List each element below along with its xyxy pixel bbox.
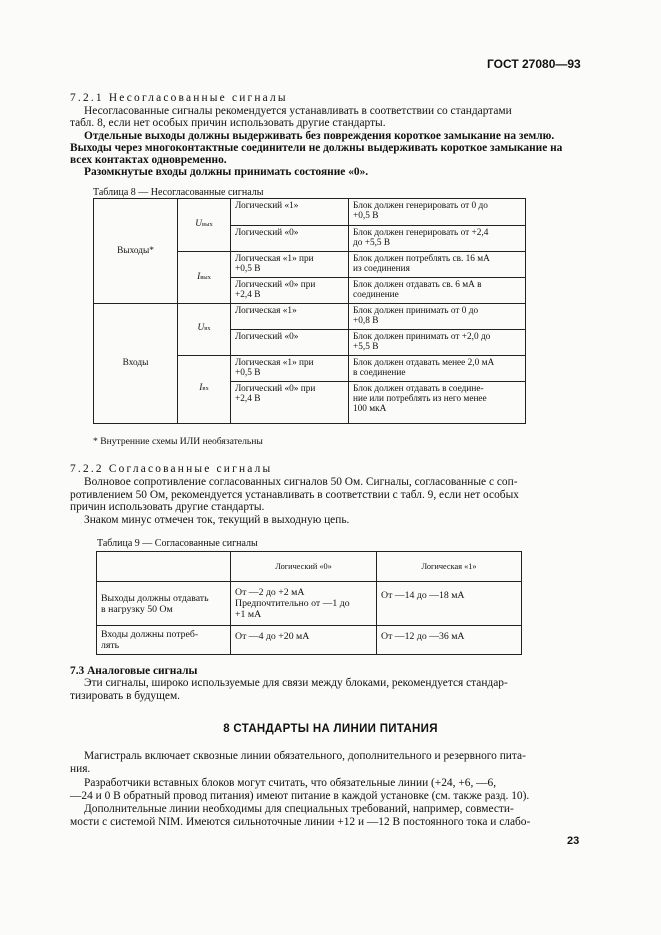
paragraph-line: Разомкнутые входы должны принимать состояние «0». xyxy=(84,166,369,178)
condition-cell: Логический «1» xyxy=(231,199,349,226)
paragraph-line: Волновое сопротивление согласованных сигналов 50 Ом. Сигналы, согласованные с соп- xyxy=(84,476,518,488)
paragraph-line: —24 и 0 В обратный провод питания) имеют питание в каждой установке (см. также разд. 10). xyxy=(70,790,530,802)
paragraph-line: всех контактах одновременно. xyxy=(70,154,227,166)
paragraph-line: Эти сигналы, широко используемые для связи между блоками, рекомендуется стандар- xyxy=(84,677,508,689)
requirement-cell: Блок должен генерировать от +2,4 до +5,5 В xyxy=(349,226,526,252)
value-cell: От —14 до —18 мА xyxy=(377,582,522,626)
condition-cell: Логический «0» при +2,4 В xyxy=(231,381,349,423)
param-symbol: Uвх xyxy=(178,303,231,355)
paragraph-line: ротивлением 50 Ом, рекомендуется устанавливать в соответствии с табл. 9, если нет особых xyxy=(70,489,519,501)
condition-cell: Логическая «1» при +0,5 В xyxy=(231,251,349,277)
header-cell: Логическая «1» xyxy=(377,552,522,582)
paragraph-line: мости с системой NIM. Имеются сильноточные линии +12 и —12 В постоянного тока и слабо- xyxy=(70,816,531,828)
row-label-cell: Выходы должны отдавать в нагрузку 50 Ом xyxy=(97,582,231,626)
value-cell: От —12 до —36 мА xyxy=(377,626,522,655)
value-cell: От —2 до +2 мА Предпочтительно от —1 до +1 мА xyxy=(231,582,377,626)
requirement-cell: Блок должен генерировать от 0 до +0,5 В xyxy=(349,199,526,226)
paragraph-line: Выходы через многоконтактные соединители не должны выдерживать короткое замыкание на xyxy=(70,142,563,154)
section-7-2-1-title: 7.2.1 Несогласованные сигналы xyxy=(70,92,288,104)
condition-cell: Логическая «1» xyxy=(231,303,349,329)
condition-cell: Логическая «1» при +0,5 В xyxy=(231,355,349,381)
param-symbol: Uвых xyxy=(178,199,231,252)
condition-cell: Логический «0» xyxy=(231,329,349,355)
paragraph-line: ния. xyxy=(70,763,91,775)
value-cell: От —4 до +20 мА xyxy=(231,626,377,655)
paragraph-line: причин использовать другие стандарты. xyxy=(70,501,265,513)
table-8-footnote: * Внутренние схемы ИЛИ необязательны xyxy=(93,436,263,447)
table-row xyxy=(94,199,526,226)
paragraph-line: Магистраль включает сквозные линии обязательного, дополнительного и резервного пита- xyxy=(84,750,526,762)
paragraph-line: тизировать в будущем. xyxy=(70,690,181,702)
table-8-caption: Таблица 8 — Несогласованные сигналы xyxy=(93,187,264,198)
header-cell: Логический «0» xyxy=(231,552,377,582)
section-7-3-title: 7.3 Аналоговые сигналы xyxy=(70,665,198,677)
section-7-2-2-title: 7.2.2 Согласованные сигналы xyxy=(70,463,273,475)
requirement-cell: Блок должен отдавать в соедине- ние или потреблять из него менее 100 мкА xyxy=(349,381,526,423)
table-row xyxy=(94,303,526,329)
requirement-cell: Блок должен принимать от 0 до +0,8 В xyxy=(349,303,526,329)
requirement-cell: Блок должен отдавать менее 2,0 мА в соединение xyxy=(349,355,526,381)
section-8-title: 8 СТАНДАРТЫ НА ЛИНИИ ПИТАНИЯ xyxy=(223,723,438,735)
table-row xyxy=(97,582,522,626)
requirement-cell: Блок должен потреблять св. 16 мА из соединения xyxy=(349,251,526,277)
table-row xyxy=(97,626,522,655)
table-8 xyxy=(93,198,526,424)
condition-cell: Логический «0» xyxy=(231,226,349,252)
paragraph-line: табл. 8, если нет особых причин использовать другие стандарты. xyxy=(70,117,386,129)
table-9-caption: Таблица 9 — Согласованные сигналы xyxy=(97,538,258,549)
group-label: Выходы* xyxy=(94,199,178,304)
table-row xyxy=(97,552,522,582)
header-cell xyxy=(97,552,231,582)
paragraph-line: Несогласованные сигналы рекомендуется устанавливать в соответствии со стандартами xyxy=(84,105,512,117)
condition-cell: Логический «0» при +2,4 В xyxy=(231,277,349,303)
standard-number: ГОСТ 27080—93 xyxy=(487,57,581,71)
requirement-cell: Блок должен принимать от +2,0 до +5,5 В xyxy=(349,329,526,355)
page-number: 23 xyxy=(567,835,580,847)
paragraph-line: Знаком минус отмечен ток, текущий в выходную цепь. xyxy=(84,514,350,526)
table-9 xyxy=(96,551,522,655)
group-label: Входы xyxy=(94,303,178,423)
requirement-cell: Блок должен отдавать св. 6 мА в соединение xyxy=(349,277,526,303)
paragraph-line: Отдельные выходы должны выдерживать без повреждения короткое замыкание на землю. xyxy=(84,130,555,142)
row-label-cell: Входы должны потреб- лять xyxy=(97,626,231,655)
param-symbol: Iвых xyxy=(178,251,231,303)
paragraph-line: Разработчики вставных блоков могут считать, что обязательные линии (+24, +6, —6, xyxy=(84,777,497,789)
param-symbol: Iвх xyxy=(178,355,231,423)
paragraph-line: Дополнительные линии необходимы для специальных требований, например, совмести- xyxy=(84,803,514,815)
